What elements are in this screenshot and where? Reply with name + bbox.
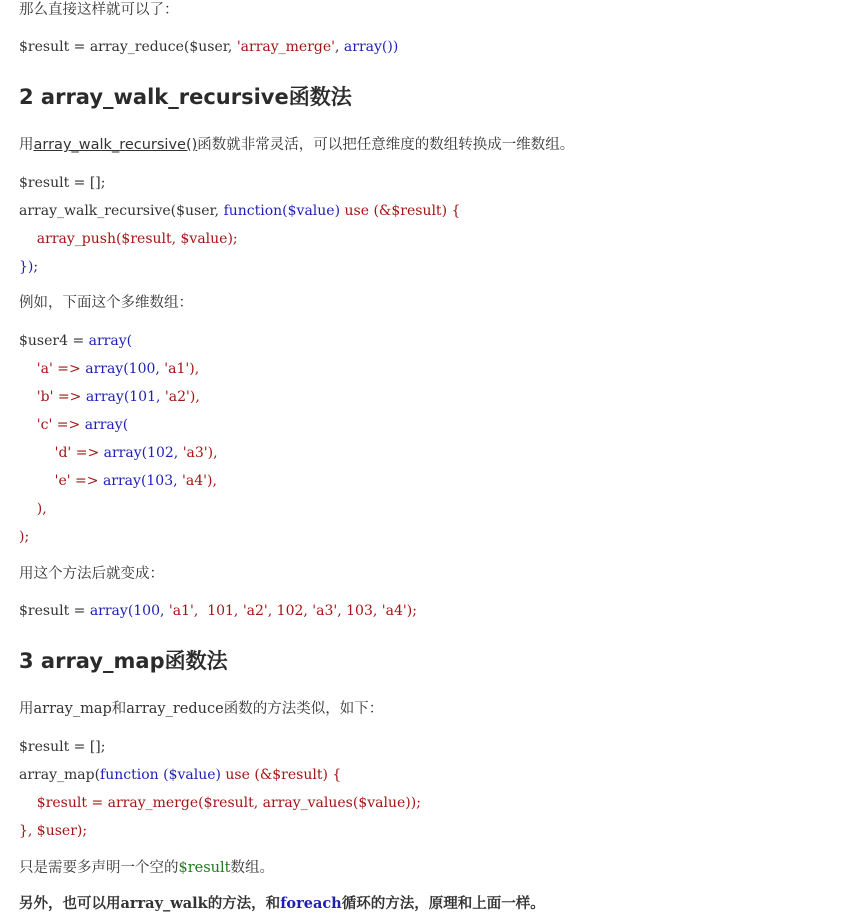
paragraph-walk-recursive bbox=[19, 135, 574, 155]
code-keyword: function($value) bbox=[223, 203, 341, 219]
code-line bbox=[19, 331, 218, 351]
code-keyword: array(100, bbox=[89, 603, 165, 619]
section-heading-2: 2 array_walk_recursive函数法 bbox=[19, 85, 352, 109]
code-token: use (&$result) { bbox=[220, 767, 342, 783]
code-token: array_map( bbox=[19, 767, 101, 783]
paragraph-declare-result bbox=[19, 858, 274, 878]
code-token: , bbox=[335, 39, 344, 55]
code-token: use (&$result) { bbox=[340, 203, 461, 219]
code-token: $user4 = bbox=[19, 333, 89, 349]
code-line: $result = []; bbox=[19, 739, 106, 755]
code-line: $result = array_merge($result, array_values($value)); bbox=[19, 795, 421, 811]
inline-code: foreach bbox=[280, 895, 342, 912]
paragraph-array-map bbox=[19, 699, 383, 719]
text-span: 另外，也可以用 bbox=[19, 896, 121, 912]
paragraph-alternatives bbox=[19, 894, 545, 914]
code-string: 'd' => bbox=[19, 445, 104, 461]
code-line: ), bbox=[19, 501, 47, 517]
code-line: ); bbox=[19, 529, 30, 545]
text-span: 函数的方法类似，如下： bbox=[223, 701, 384, 717]
code-keyword: function ($value) bbox=[100, 767, 221, 783]
text-span: 只是需要多声明一个空的 bbox=[19, 860, 179, 876]
code-keyword: array( bbox=[88, 333, 133, 349]
code-keyword: array(100, bbox=[85, 361, 165, 377]
code-line bbox=[19, 443, 218, 463]
code-line bbox=[19, 201, 460, 221]
code-keyword: array(101, bbox=[85, 389, 165, 405]
code-line: }, $user); bbox=[19, 823, 88, 839]
code-string: 'a3'), bbox=[182, 445, 218, 461]
inline-code: array_walk bbox=[120, 895, 208, 912]
code-token: ) bbox=[392, 39, 399, 55]
section-heading-3: 3 array_map函数法 bbox=[19, 649, 228, 673]
code-array-map bbox=[19, 737, 421, 841]
code-keyword: array() bbox=[343, 39, 393, 55]
code-token: array_walk_recursive($user, bbox=[19, 203, 224, 219]
text-span: 用 bbox=[19, 701, 34, 717]
code-keyword: array( bbox=[84, 417, 129, 433]
code-string: 'a1'), bbox=[164, 361, 200, 377]
code-result-array bbox=[19, 601, 417, 621]
text-span: 用 bbox=[19, 137, 34, 153]
text-span: 循环的方法，原理和上面一样。 bbox=[341, 896, 545, 912]
code-walk-recursive bbox=[19, 173, 460, 277]
code-string: 'c' => bbox=[19, 417, 85, 433]
text-span: 和 bbox=[111, 701, 127, 717]
code-string: 'a2'), bbox=[164, 389, 200, 405]
code-keyword: array(103, bbox=[102, 473, 183, 489]
paragraph-example: 例如，下面这个多维数组： bbox=[19, 295, 193, 311]
code-token: $result = bbox=[19, 603, 90, 619]
code-line bbox=[19, 415, 218, 435]
code-line: }); bbox=[19, 259, 39, 275]
inline-code: array_map bbox=[33, 701, 112, 717]
code-line bbox=[19, 471, 218, 491]
code-string: 'array_merge' bbox=[236, 39, 335, 55]
code-string: 'a4'), bbox=[182, 473, 217, 489]
code-array-reduce bbox=[19, 37, 398, 57]
paragraph-result: 用这个方法后就变成： bbox=[19, 566, 164, 582]
code-string: 'a1', 101, 'a2', 102, 'a3', 103, 'a4'); bbox=[164, 603, 417, 619]
inline-variable: $result bbox=[178, 860, 231, 876]
function-link[interactable]: array_walk_recursive() bbox=[33, 137, 198, 153]
code-string: 'b' => bbox=[19, 389, 86, 405]
code-token: $result = array_reduce($user, bbox=[19, 39, 237, 55]
code-line: $result = []; bbox=[19, 175, 106, 191]
inline-code: array_reduce bbox=[126, 701, 224, 717]
code-line: array_push($result, $value); bbox=[19, 231, 238, 247]
code-keyword: array(102, bbox=[103, 445, 183, 461]
code-line bbox=[19, 387, 218, 407]
code-line bbox=[19, 359, 218, 379]
text-span: 的方法，和 bbox=[207, 896, 281, 912]
intro-text: 那么直接这样就可以了： bbox=[19, 2, 179, 18]
code-user4-array bbox=[19, 331, 218, 547]
code-string: 'e' => bbox=[19, 473, 103, 489]
text-span: 函数就非常灵活，可以把任意维度的数组转换成一维数组。 bbox=[197, 137, 575, 153]
code-line bbox=[19, 765, 421, 785]
text-span: 数组。 bbox=[230, 860, 274, 876]
code-string: 'a' => bbox=[19, 361, 86, 377]
